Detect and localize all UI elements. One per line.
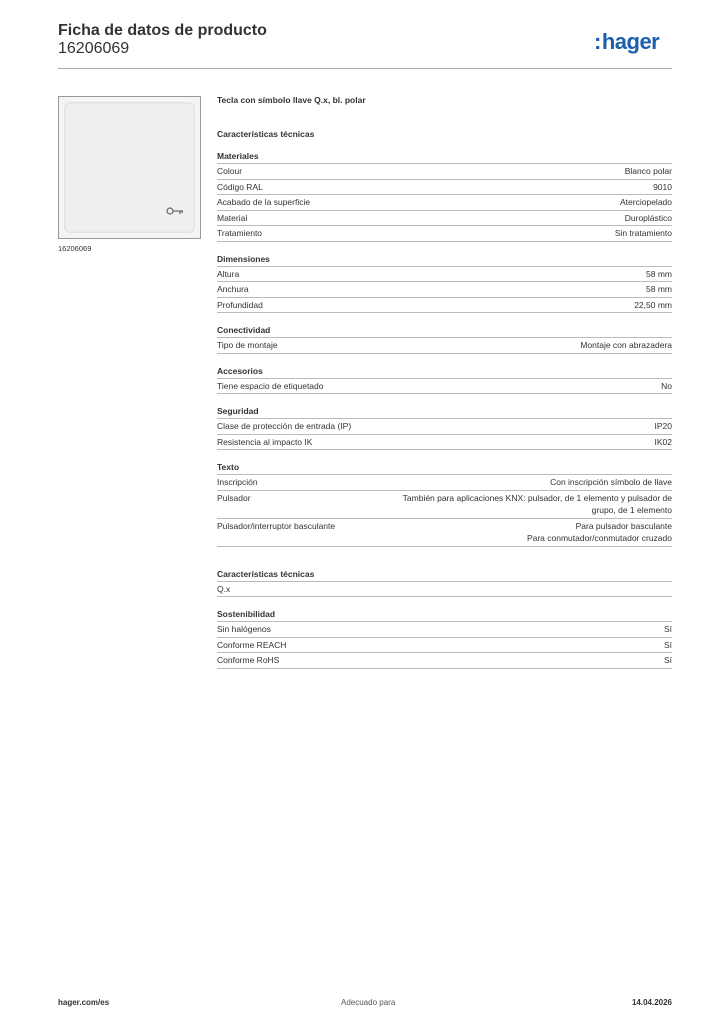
- spec-section: [217, 366, 672, 395]
- spec-row: [217, 519, 672, 547]
- spec-row: [217, 267, 672, 283]
- spec-label: Q.x: [217, 583, 231, 594]
- footer-middle-text: Adecuado para: [341, 998, 396, 1007]
- spec-value: Sí: [663, 655, 672, 665]
- spec-section: [217, 609, 672, 669]
- spec-label: Conforme REACH: [217, 639, 287, 650]
- spec-label: Material: [217, 212, 248, 223]
- spec-value: Duroplástico: [624, 212, 672, 223]
- spec-row: [217, 195, 672, 211]
- spec-label: Conforme RoHS: [217, 655, 280, 665]
- spec-row: [217, 282, 672, 298]
- spec-label: Profundidad: [217, 299, 263, 310]
- key-icon: [166, 202, 184, 220]
- spec-row: [217, 475, 672, 491]
- spec-row: [217, 338, 672, 354]
- spec-value: 9010: [653, 181, 672, 192]
- intro-heading: Características técnicas: [217, 129, 315, 139]
- spec-value: IK02: [654, 436, 672, 447]
- spec-row: [217, 226, 672, 242]
- spec-label: Anchura: [217, 284, 249, 294]
- section-heading: Materiales: [217, 151, 672, 164]
- spec-section: [217, 406, 672, 450]
- spec-label: Clase de protección de entrada (IP): [217, 421, 352, 431]
- spec-value: No: [661, 380, 672, 391]
- spec-section: [217, 325, 672, 354]
- spec-row: [217, 180, 672, 196]
- rocker-plate: [64, 102, 195, 233]
- spec-label: Altura: [217, 268, 240, 279]
- section-heading: Texto: [217, 462, 672, 475]
- spec-section: [217, 462, 672, 547]
- spec-row: [217, 622, 672, 638]
- spec-value: Para pulsador basculante Para conmutador/conmutador cruzado: [526, 520, 672, 543]
- spec-sections: [217, 151, 672, 669]
- footer-date: 14.04.2026: [631, 998, 672, 1007]
- spec-value: Sin tratamiento: [614, 228, 672, 238]
- spec-label: Inscripción: [217, 477, 258, 487]
- section-heading: Sostenibilidad: [217, 609, 672, 622]
- spec-value: Aterciopelado: [620, 197, 672, 207]
- spec-value: 58 mm: [646, 268, 672, 279]
- hager-logo: :hager: [594, 29, 660, 54]
- product-details: [217, 95, 672, 681]
- spec-section: [217, 254, 672, 314]
- product-name: Tecla con símbolo llave Q.x, bl. polar: [217, 95, 366, 105]
- spec-label: Sin halógenos: [217, 624, 271, 634]
- section-heading: Accesorios: [217, 366, 672, 379]
- spec-label: Acabado de la superficie: [217, 197, 311, 207]
- spec-value: Sí: [663, 639, 672, 650]
- spec-row: [217, 211, 672, 227]
- spec-label: Tratamiento: [217, 228, 263, 238]
- spec-label: Colour: [217, 166, 243, 176]
- product-code: 16206069: [58, 40, 130, 57]
- spec-row: [217, 435, 672, 451]
- spec-section: [217, 569, 672, 598]
- spec-value: 22,50 mm: [634, 299, 672, 310]
- header-divider: [58, 68, 672, 69]
- spec-value: Blanco polar: [624, 166, 672, 176]
- spec-row: [217, 164, 672, 180]
- spec-value: También para aplicaciones KNX: pulsador, de 1 elemento y pulsador de grupo, de 1 elemento: [402, 492, 672, 515]
- spec-label: Tipo de montaje: [217, 340, 278, 350]
- spec-value: Con inscripción símbolo de llave: [550, 477, 672, 487]
- page-title: Ficha de datos de producto: [58, 22, 267, 39]
- spec-row: [217, 419, 672, 435]
- spec-row: [217, 638, 672, 654]
- spec-row: [217, 379, 672, 395]
- image-caption: 16206069: [58, 244, 92, 253]
- spec-section: [217, 151, 672, 242]
- spec-label: Código RAL: [217, 181, 263, 192]
- section-heading: Características técnicas: [217, 569, 672, 582]
- spec-row: [217, 582, 672, 598]
- spec-row: [217, 298, 672, 314]
- spec-value: IP20: [654, 421, 672, 431]
- spec-row: [217, 491, 672, 519]
- spec-label: Pulsador: [217, 492, 251, 503]
- footer-website[interactable]: hager.com/es: [58, 998, 110, 1007]
- spec-value: Sí: [663, 624, 672, 634]
- spec-label: Resistencia al impacto IK: [217, 436, 313, 447]
- spec-value: Montaje con abrazadera: [580, 340, 672, 350]
- section-heading: Dimensiones: [217, 254, 672, 267]
- logo-text: hager: [601, 29, 660, 54]
- spec-label: Pulsador/interruptor basculante: [217, 520, 336, 531]
- spec-value: 58 mm: [646, 284, 672, 294]
- section-heading: Seguridad: [217, 406, 672, 419]
- product-image: [58, 96, 201, 239]
- spec-row: [217, 653, 672, 669]
- spec-label: Tiene espacio de etiquetado: [217, 380, 324, 391]
- section-heading: Conectividad: [217, 325, 672, 338]
